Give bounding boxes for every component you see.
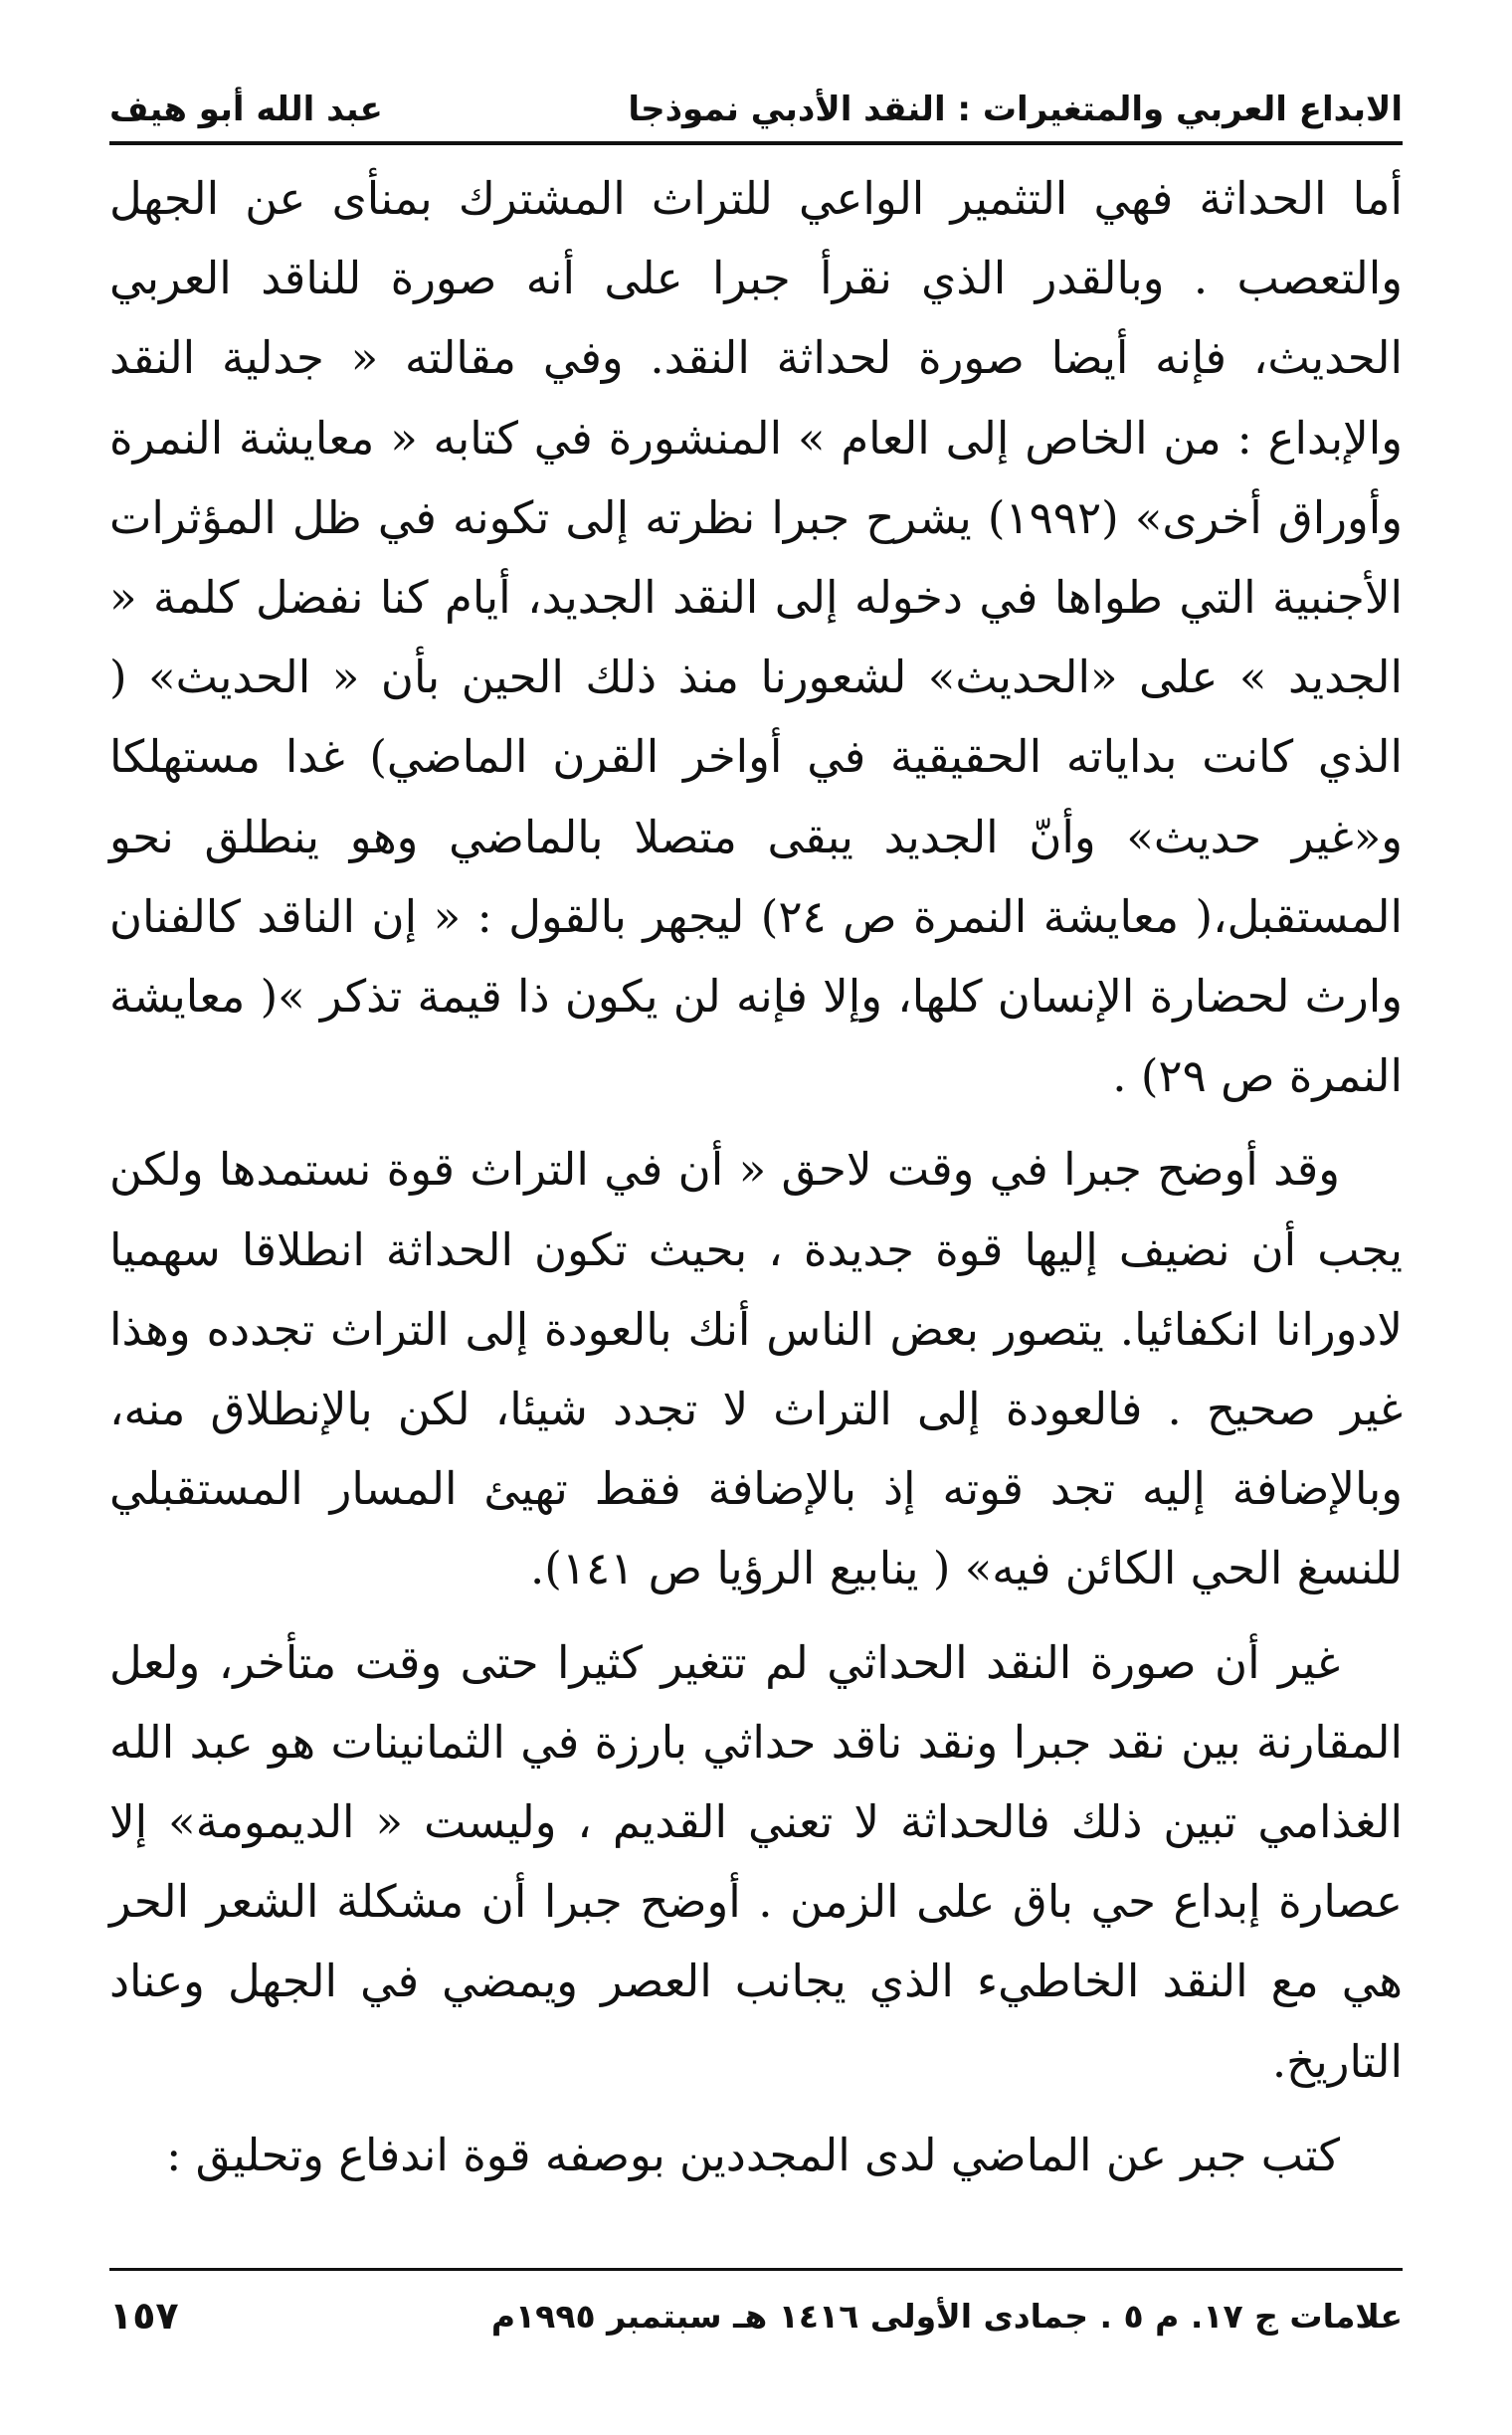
paragraph-2: وقد أوضح جبرا في وقت لاحق « أن في التراث قوة نستمدها ولكن يجب أن نضيف إليها قوة جديدة ، بحيث تكون الحداثة انطلاقا سهميا لادورانا انكفائيا. يتصور بعض الناس أنك بالعودة إلى التراث تجدده وهذا غير صحيح . فالعودة إلى التراث لا تجدد شيئا، لكن بالإنطلاق منه، وبالإضافة إليه تجد قوته إذ بالإضافة فقط تهيئ المسار المستقبلي للنسغ الحي الكائن فيه» ( ينابيع الرؤيا ص ١٤١). bbox=[109, 1143, 1403, 1595]
header-author: عبد الله أبو هيف bbox=[109, 90, 383, 129]
header-divider bbox=[109, 141, 1403, 145]
document-page bbox=[109, 60, 1403, 2377]
paragraph-4: كتب جبر عن الماضي لدى المجددين بوصفه قوة اندفاع وتحليق : bbox=[166, 2128, 1340, 2181]
paragraph-3: غير أن صورة النقد الحداثي لم تتغير كثيرا حتى وقت متأخر، ولعل المقارنة بين نقد جبرا ونقد ناقد حداثي بارزة في الثمانينات هو عبد الله الغذامي تبين ذلك فالحداثة لا تعني القديم ، وليست « الديمومة» إلا عصارة إبداع حي باق على الزمن . أوضح جبرا أن مشكلة الشعر الحر هي مع النقد الخاطيء الذي يجانب العصر ويمضي في الجهل وعناد التاريخ. bbox=[109, 1635, 1403, 2088]
header-title: الابداع العربي والمتغيرات : النقد الأدبي نموذجا bbox=[628, 90, 1403, 129]
running-header bbox=[109, 60, 1403, 129]
footer-divider bbox=[109, 2268, 1403, 2271]
article-body bbox=[109, 159, 1403, 2195]
running-footer bbox=[109, 2286, 1403, 2345]
footer-citation: علامات ج ١٧. م ٥ . جمادى الأولى ١٤١٦ هـ سبتمبر ١٩٩٥م bbox=[490, 2296, 1403, 2336]
paragraph-1: أما الحداثة فهي التثمير الواعي للتراث المشترك بمنأى عن الجهل والتعصب . وبالقدر الذي نقرأ جبرا على أنه صورة للناقد العربي الحديث، فإنه أيضا صورة لحداثة النقد. وفي مقالته « جدلية النقد والإبداع : من الخاص إلى العام » المنشورة في كتابه « معايشة النمرة وأوراق أخرى» (١٩٩٢) يشرح جبرا نظرته إلى تكونه في ظل المؤثرات الأجنبية التي طواها في دخوله إلى النقد الجديد، أيام كنا نفضل كلمة « الجديد » على «الحديث» لشعورنا منذ ذلك الحين بأن « الحديث» ( الذي كانت بداياته الحقيقية في أواخر القرن الماضي) غدا مستهلكا و«غير حديث» وأنّ الجديد يبقى متصلا بالماضي وهو ينطلق نحو المستقبل،( معايشة النمرة ص ٢٤) ليجهر بالقول : « إن الناقد كالفنان وارث لحضارة الإنسان كلها، وإلا فإنه لن يكون ذا قيمة تذكر »( معايشة النمرة ص ٢٩) . bbox=[109, 172, 1403, 1103]
page-number: ١٥٧ bbox=[109, 2294, 179, 2338]
